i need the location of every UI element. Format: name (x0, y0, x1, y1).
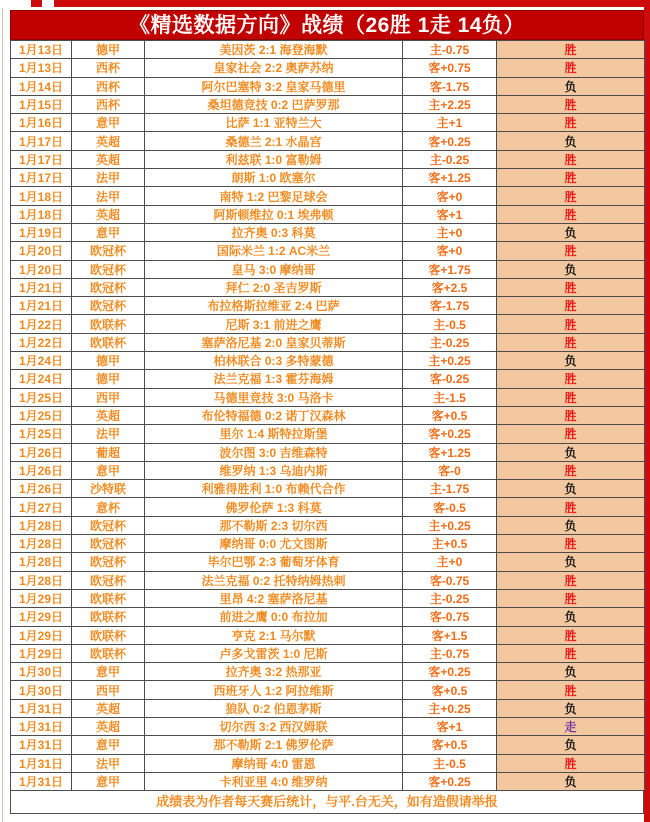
handicap-cell: 客-1.75 (403, 77, 497, 95)
match-cell: 拉齐奥 3:2 热那亚 (145, 663, 403, 681)
handicap-cell: 主+0 (403, 223, 497, 241)
result-cell: 负 (497, 553, 645, 571)
match-cell: 摩纳哥 0:0 尤文图斯 (145, 535, 403, 553)
table-row (11, 608, 645, 626)
table-row (11, 772, 645, 790)
decor-left-hairline (2, 8, 3, 822)
date-cell: 1月30日 (11, 681, 72, 699)
table-row (11, 699, 645, 717)
handicap-cell: 主-0.75 (403, 41, 497, 59)
match-cell: 布伦特福德 0:2 诺丁汉森林 (145, 406, 403, 424)
table-row (11, 114, 645, 132)
date-cell: 1月25日 (11, 406, 72, 424)
match-cell: 里昂 4:2 塞萨洛尼基 (145, 589, 403, 607)
league-cell: 欧联杯 (72, 315, 145, 333)
handicap-cell: 主-0.5 (403, 315, 497, 333)
date-cell: 1月31日 (11, 717, 72, 735)
result-cell: 胜 (497, 41, 645, 59)
handicap-cell: 客+1.5 (403, 626, 497, 644)
result-cell: 胜 (497, 114, 645, 132)
table-row (11, 260, 645, 278)
match-cell: 里尔 1:4 斯特拉斯堡 (145, 425, 403, 443)
handicap-cell: 主+2.25 (403, 95, 497, 113)
handicap-cell: 客+0.25 (403, 772, 497, 790)
handicap-cell: 主-0.5 (403, 754, 497, 772)
date-cell: 1月25日 (11, 425, 72, 443)
league-cell: 德甲 (72, 41, 145, 59)
result-cell: 胜 (497, 187, 645, 205)
league-cell: 意甲 (72, 114, 145, 132)
table-row (11, 754, 645, 772)
match-cell: 毕尔巴鄂 2:3 葡萄牙体育 (145, 553, 403, 571)
match-cell: 切尔西 3:2 西汉姆联 (145, 717, 403, 735)
table-row (11, 223, 645, 241)
result-cell: 胜 (497, 498, 645, 516)
league-cell: 德甲 (72, 352, 145, 370)
table-row (11, 297, 645, 315)
result-cell: 胜 (497, 205, 645, 223)
table-row (11, 736, 645, 754)
handicap-cell: 客+0.5 (403, 736, 497, 754)
table-row (11, 150, 645, 168)
match-cell: 那不勒斯 2:3 切尔西 (145, 516, 403, 534)
handicap-cell: 客+0.25 (403, 425, 497, 443)
results-table (10, 40, 645, 791)
date-cell: 1月31日 (11, 736, 72, 754)
league-cell: 欧冠杯 (72, 260, 145, 278)
result-cell: 负 (497, 608, 645, 626)
league-cell: 法甲 (72, 187, 145, 205)
table-row (11, 315, 645, 333)
result-cell: 胜 (497, 626, 645, 644)
league-cell: 欧联杯 (72, 589, 145, 607)
match-cell: 西班牙人 1:2 阿拉维斯 (145, 681, 403, 699)
league-cell: 欧冠杯 (72, 535, 145, 553)
date-cell: 1月31日 (11, 754, 72, 772)
results-table-body (11, 41, 645, 791)
table-row (11, 571, 645, 589)
match-cell: 塞萨洛尼基 2:0 皇家贝蒂斯 (145, 333, 403, 351)
table-row (11, 644, 645, 662)
match-cell: 桑德兰 2:1 水晶宫 (145, 132, 403, 150)
league-cell: 欧冠杯 (72, 297, 145, 315)
date-cell: 1月21日 (11, 297, 72, 315)
date-cell: 1月28日 (11, 535, 72, 553)
date-cell: 1月19日 (11, 223, 72, 241)
result-cell: 负 (497, 772, 645, 790)
match-cell: 皇马 3:0 摩纳哥 (145, 260, 403, 278)
table-row (11, 205, 645, 223)
handicap-cell: 客-1.75 (403, 297, 497, 315)
league-cell: 英超 (72, 150, 145, 168)
handicap-cell: 客-0.75 (403, 608, 497, 626)
league-cell: 欧冠杯 (72, 242, 145, 260)
league-cell: 欧联杯 (72, 626, 145, 644)
match-cell: 佛罗伦萨 1:3 科莫 (145, 498, 403, 516)
result-cell: 负 (497, 260, 645, 278)
date-cell: 1月29日 (11, 608, 72, 626)
result-cell: 胜 (497, 681, 645, 699)
table-row (11, 443, 645, 461)
result-cell: 胜 (497, 278, 645, 296)
league-cell: 欧联杯 (72, 644, 145, 662)
match-cell: 阿尔巴塞特 3:2 皇家马德里 (145, 77, 403, 95)
handicap-cell: 主+0 (403, 553, 497, 571)
handicap-cell: 客+2.5 (403, 278, 497, 296)
match-cell: 那不勒斯 2:1 佛罗伦萨 (145, 736, 403, 754)
match-cell: 狼队 0:2 伯恩茅斯 (145, 699, 403, 717)
handicap-cell: 客+0 (403, 187, 497, 205)
match-cell: 卡利亚里 4:0 维罗纳 (145, 772, 403, 790)
result-cell: 胜 (497, 425, 645, 443)
handicap-cell: 客+0.25 (403, 132, 497, 150)
result-cell: 负 (497, 223, 645, 241)
result-cell: 胜 (497, 297, 645, 315)
result-cell: 胜 (497, 242, 645, 260)
result-cell: 胜 (497, 571, 645, 589)
league-cell: 欧冠杯 (72, 516, 145, 534)
result-cell: 胜 (497, 535, 645, 553)
date-cell: 1月28日 (11, 571, 72, 589)
league-cell: 意甲 (72, 663, 145, 681)
handicap-cell: 主-0.75 (403, 644, 497, 662)
league-cell: 沙特联 (72, 480, 145, 498)
table-row (11, 480, 645, 498)
date-cell: 1月27日 (11, 498, 72, 516)
footer-note: 成绩表为作者每天赛后统计，与平.台无关，如有造假请举报 (10, 791, 644, 814)
table-row (11, 717, 645, 735)
table-row (11, 681, 645, 699)
table-row (11, 626, 645, 644)
match-cell: 利兹联 1:0 富勒姆 (145, 150, 403, 168)
table-row (11, 59, 645, 77)
date-cell: 1月13日 (11, 59, 72, 77)
handicap-cell: 客+1.75 (403, 260, 497, 278)
table-row (11, 132, 645, 150)
match-cell: 尼斯 3:1 前进之鹰 (145, 315, 403, 333)
date-cell: 1月16日 (11, 114, 72, 132)
handicap-cell: 主-0.25 (403, 150, 497, 168)
result-cell: 负 (497, 516, 645, 534)
date-cell: 1月29日 (11, 589, 72, 607)
date-cell: 1月31日 (11, 772, 72, 790)
handicap-cell: 主-1.75 (403, 480, 497, 498)
table-row (11, 187, 645, 205)
result-cell: 胜 (497, 461, 645, 479)
league-cell: 西杯 (72, 95, 145, 113)
league-cell: 意甲 (72, 461, 145, 479)
league-cell: 西杯 (72, 59, 145, 77)
league-cell: 欧冠杯 (72, 553, 145, 571)
handicap-cell: 主-0.25 (403, 589, 497, 607)
handicap-cell: 客-0 (403, 461, 497, 479)
date-cell: 1月17日 (11, 169, 72, 187)
sheet-body (10, 10, 644, 814)
table-row (11, 589, 645, 607)
result-cell: 胜 (497, 59, 645, 77)
match-cell: 美因茨 2:1 海登海默 (145, 41, 403, 59)
match-cell: 波尔图 3:0 吉维森特 (145, 443, 403, 461)
date-cell: 1月31日 (11, 699, 72, 717)
handicap-cell: 客+0 (403, 242, 497, 260)
result-cell: 负 (497, 699, 645, 717)
match-cell: 法兰克福 1:3 霍芬海姆 (145, 370, 403, 388)
match-cell: 国际米兰 1:2 AC米兰 (145, 242, 403, 260)
league-cell: 欧联杯 (72, 333, 145, 351)
handicap-cell: 主+0.25 (403, 352, 497, 370)
date-cell: 1月18日 (11, 187, 72, 205)
table-row (11, 535, 645, 553)
decor-top-border-notch (42, 0, 54, 7)
date-cell: 1月13日 (11, 41, 72, 59)
match-cell: 拉齐奥 0:3 科莫 (145, 223, 403, 241)
result-cell: 走 (497, 717, 645, 735)
table-row (11, 553, 645, 571)
handicap-cell: 主-1.5 (403, 388, 497, 406)
date-cell: 1月26日 (11, 480, 72, 498)
date-cell: 1月26日 (11, 443, 72, 461)
match-cell: 阿斯顿维拉 0:1 埃弗顿 (145, 205, 403, 223)
date-cell: 1月21日 (11, 278, 72, 296)
league-cell: 西甲 (72, 388, 145, 406)
date-cell: 1月18日 (11, 205, 72, 223)
page-title: 《精选数据方向》战绩（26胜 1走 14负） (10, 10, 644, 40)
result-cell: 负 (497, 663, 645, 681)
league-cell: 德甲 (72, 370, 145, 388)
handicap-cell: 客-0.25 (403, 370, 497, 388)
handicap-cell: 主+1 (403, 114, 497, 132)
league-cell: 葡超 (72, 443, 145, 461)
table-row (11, 406, 645, 424)
result-cell: 胜 (497, 644, 645, 662)
handicap-cell: 主-0.25 (403, 333, 497, 351)
result-cell: 负 (497, 352, 645, 370)
match-cell: 卢多戈雷茨 1:0 尼斯 (145, 644, 403, 662)
match-cell: 布拉格斯拉维亚 2:4 巴萨 (145, 297, 403, 315)
result-cell: 胜 (497, 150, 645, 168)
date-cell: 1月24日 (11, 370, 72, 388)
result-cell: 胜 (497, 315, 645, 333)
table-row (11, 41, 645, 59)
handicap-cell: 主+0.5 (403, 535, 497, 553)
date-cell: 1月17日 (11, 132, 72, 150)
date-cell: 1月17日 (11, 150, 72, 168)
date-cell: 1月28日 (11, 516, 72, 534)
league-cell: 意甲 (72, 736, 145, 754)
match-cell: 皇家社会 2:2 奥萨苏纳 (145, 59, 403, 77)
handicap-cell: 客-0.5 (403, 498, 497, 516)
league-cell: 法甲 (72, 425, 145, 443)
table-row (11, 663, 645, 681)
handicap-cell: 客+0.75 (403, 59, 497, 77)
table-row (11, 516, 645, 534)
league-cell: 西杯 (72, 77, 145, 95)
table-row (11, 169, 645, 187)
date-cell: 1月26日 (11, 461, 72, 479)
match-cell: 桑坦德竞技 0:2 巴萨罗那 (145, 95, 403, 113)
date-cell: 1月20日 (11, 242, 72, 260)
result-cell: 胜 (497, 370, 645, 388)
handicap-cell: 客+1 (403, 717, 497, 735)
league-cell: 英超 (72, 205, 145, 223)
match-cell: 柏林联合 0:3 多特蒙德 (145, 352, 403, 370)
league-cell: 欧冠杯 (72, 571, 145, 589)
result-cell: 负 (497, 480, 645, 498)
match-cell: 南特 1:2 巴黎足球会 (145, 187, 403, 205)
league-cell: 欧联杯 (72, 608, 145, 626)
match-cell: 亨克 2:1 马尔默 (145, 626, 403, 644)
handicap-cell: 客-0.75 (403, 571, 497, 589)
handicap-cell: 客+0.25 (403, 663, 497, 681)
league-cell: 意甲 (72, 223, 145, 241)
date-cell: 1月20日 (11, 260, 72, 278)
handicap-cell: 客+1.25 (403, 443, 497, 461)
match-cell: 摩纳哥 4:0 雷恩 (145, 754, 403, 772)
result-cell: 胜 (497, 95, 645, 113)
result-cell: 胜 (497, 589, 645, 607)
date-cell: 1月29日 (11, 644, 72, 662)
match-cell: 拜仁 2:0 圣吉罗斯 (145, 278, 403, 296)
date-cell: 1月28日 (11, 553, 72, 571)
league-cell: 西甲 (72, 681, 145, 699)
table-row (11, 498, 645, 516)
match-cell: 利雅得胜利 1:0 布赖代合作 (145, 480, 403, 498)
match-cell: 比萨 1:1 亚特兰大 (145, 114, 403, 132)
result-cell: 胜 (497, 169, 645, 187)
date-cell: 1月29日 (11, 626, 72, 644)
result-cell: 负 (497, 77, 645, 95)
match-cell: 法兰克福 0:2 托特纳姆热刺 (145, 571, 403, 589)
date-cell: 1月25日 (11, 388, 72, 406)
table-row (11, 370, 645, 388)
decor-top-border (31, 0, 650, 7)
result-cell: 胜 (497, 333, 645, 351)
handicap-cell: 主+0.25 (403, 516, 497, 534)
league-cell: 欧冠杯 (72, 278, 145, 296)
league-cell: 英超 (72, 132, 145, 150)
date-cell: 1月15日 (11, 95, 72, 113)
league-cell: 英超 (72, 717, 145, 735)
handicap-cell: 客+0.5 (403, 681, 497, 699)
match-cell: 朗斯 1:0 欧塞尔 (145, 169, 403, 187)
result-cell: 胜 (497, 754, 645, 772)
league-cell: 意甲 (72, 772, 145, 790)
table-row (11, 278, 645, 296)
match-cell: 马德里竞技 3:0 马洛卡 (145, 388, 403, 406)
match-cell: 维罗纳 1:3 乌迪内斯 (145, 461, 403, 479)
table-row (11, 461, 645, 479)
date-cell: 1月24日 (11, 352, 72, 370)
league-cell: 法甲 (72, 169, 145, 187)
table-row (11, 352, 645, 370)
table-row (11, 333, 645, 351)
result-cell: 负 (497, 132, 645, 150)
date-cell: 1月30日 (11, 663, 72, 681)
table-row (11, 388, 645, 406)
handicap-cell: 客+1.25 (403, 169, 497, 187)
handicap-cell: 客+1 (403, 205, 497, 223)
result-cell: 负 (497, 736, 645, 754)
table-row (11, 242, 645, 260)
handicap-cell: 主+0.25 (403, 699, 497, 717)
match-cell: 前进之鹰 0:0 布拉加 (145, 608, 403, 626)
table-row (11, 77, 645, 95)
date-cell: 1月14日 (11, 77, 72, 95)
league-cell: 英超 (72, 699, 145, 717)
date-cell: 1月22日 (11, 333, 72, 351)
result-cell: 胜 (497, 406, 645, 424)
handicap-cell: 客+0.5 (403, 406, 497, 424)
table-row (11, 95, 645, 113)
result-cell: 负 (497, 443, 645, 461)
league-cell: 法甲 (72, 754, 145, 772)
result-cell: 胜 (497, 388, 645, 406)
league-cell: 英超 (72, 406, 145, 424)
date-cell: 1月22日 (11, 315, 72, 333)
league-cell: 意杯 (72, 498, 145, 516)
table-row (11, 425, 645, 443)
